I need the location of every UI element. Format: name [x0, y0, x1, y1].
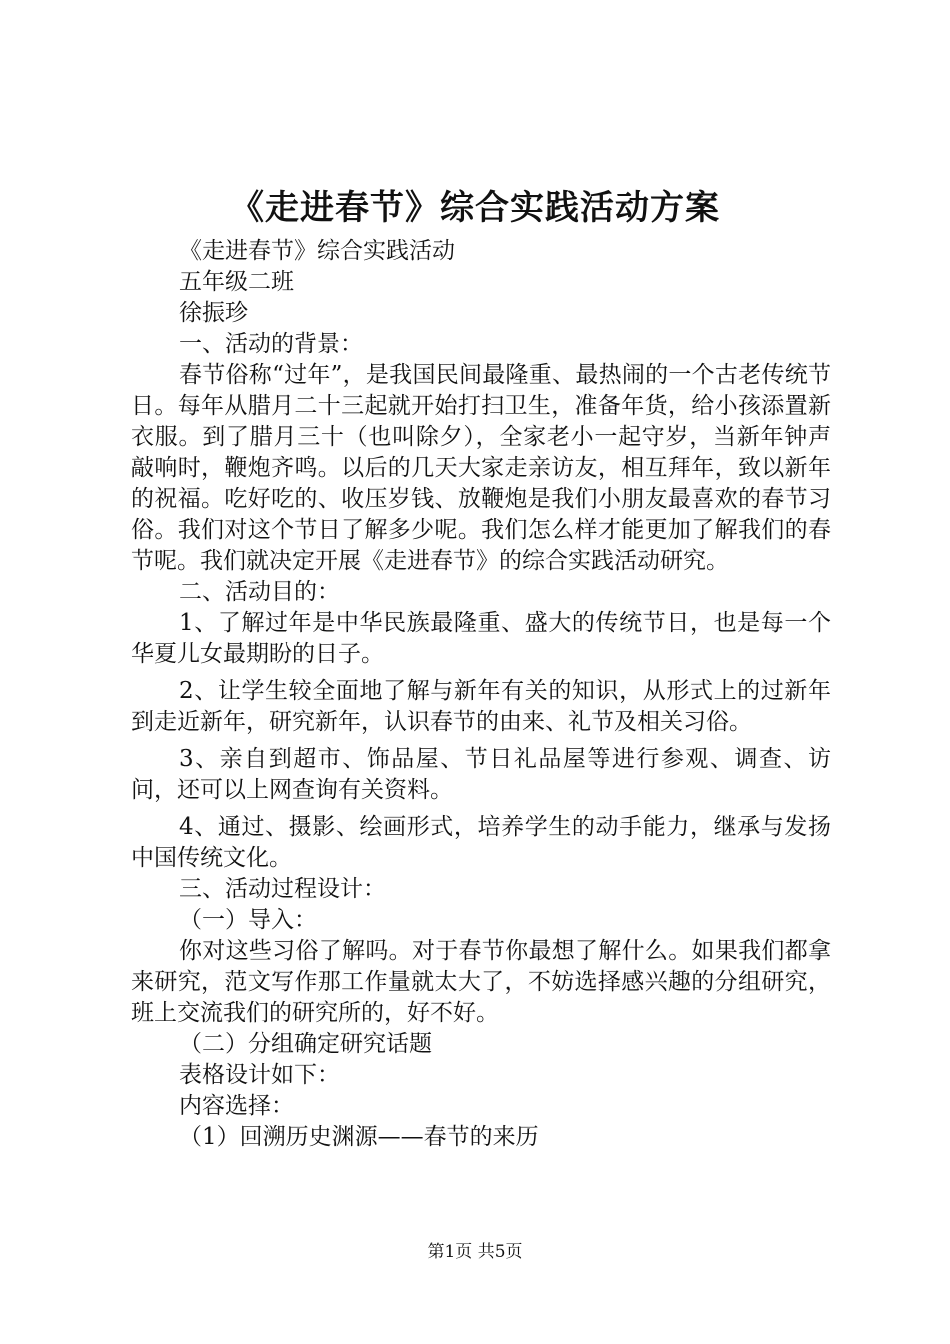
paragraph-goal-2: 2、让学生较全面地了解与新年有关的知识，从形式上的过新年到走近新年，研究新年，认识春节的由来、礼节及相关习俗。	[131, 678, 831, 735]
section-heading-goals: 二、活动目的：	[179, 579, 340, 605]
paragraph-background: 春节俗称“过年”，是我国民间最隆重、最热闹的一个古老传统节日。每年从腊月二十三起就开始打扫卫生，准备年货，给小孩添置新衣服。到了腊月三十（也叫除夕），全家老小一起守岁，当新年钟声敲响时，鞭炮齐鸣。以后的几天大家走亲访友，相互拜年，致以新年的祝福。吃好吃的、收压岁钱、放鞭炮是我们小朋友最喜欢的春节习俗。我们对这个节日了解多少呢。我们怎么样才能更加了解我们的春节呢。我们就决定开展《走进春节》的综合实践活动研究。	[131, 362, 831, 574]
paragraph-author: 徐振珍	[179, 300, 248, 326]
paragraph-subtitle: 《走进春节》综合实践活动	[179, 238, 455, 264]
document-title: 《走进春节》综合实践活动方案	[230, 188, 720, 228]
paragraph-table-design: 表格设计如下：	[179, 1062, 340, 1088]
paragraph-intro: 你对这些习俗了解吗。对于春节你最想了解什么。如果我们都拿来研究，范文写作那工作量就太大了，不妨选择感兴趣的分组研究，班上交流我们的研究所的，好不好。	[131, 938, 831, 1026]
paragraph-goal-1: 1、了解过年是中华民族最隆重、盛大的传统节日，也是每一个华夏儿女最期盼的日子。	[131, 610, 831, 667]
subheading-grouping: （二）分组确定研究话题	[179, 1031, 432, 1057]
paragraph-goal-4: 4、通过、摄影、绘画形式，培养学生的动手能力，继承与发扬中国传统文化。	[131, 814, 831, 871]
paragraph-class: 五年级二班	[179, 269, 294, 295]
page-footer: 第1页 共5页	[427, 1242, 523, 1262]
subheading-intro: （一）导入：	[179, 907, 317, 933]
section-heading-background: 一、活动的背景：	[179, 331, 363, 357]
document-body	[131, 236, 831, 1153]
paragraph-goal-3: 3、亲自到超市、饰品屋、节日礼品屋等进行参观、调查、访问，还可以上网查询有关资料。	[131, 746, 831, 803]
paragraph-topic-1: （1）回溯历史渊源——春节的来历	[179, 1124, 539, 1150]
section-heading-process: 三、活动过程设计：	[179, 876, 386, 902]
paragraph-content-choice: 内容选择：	[179, 1093, 294, 1119]
